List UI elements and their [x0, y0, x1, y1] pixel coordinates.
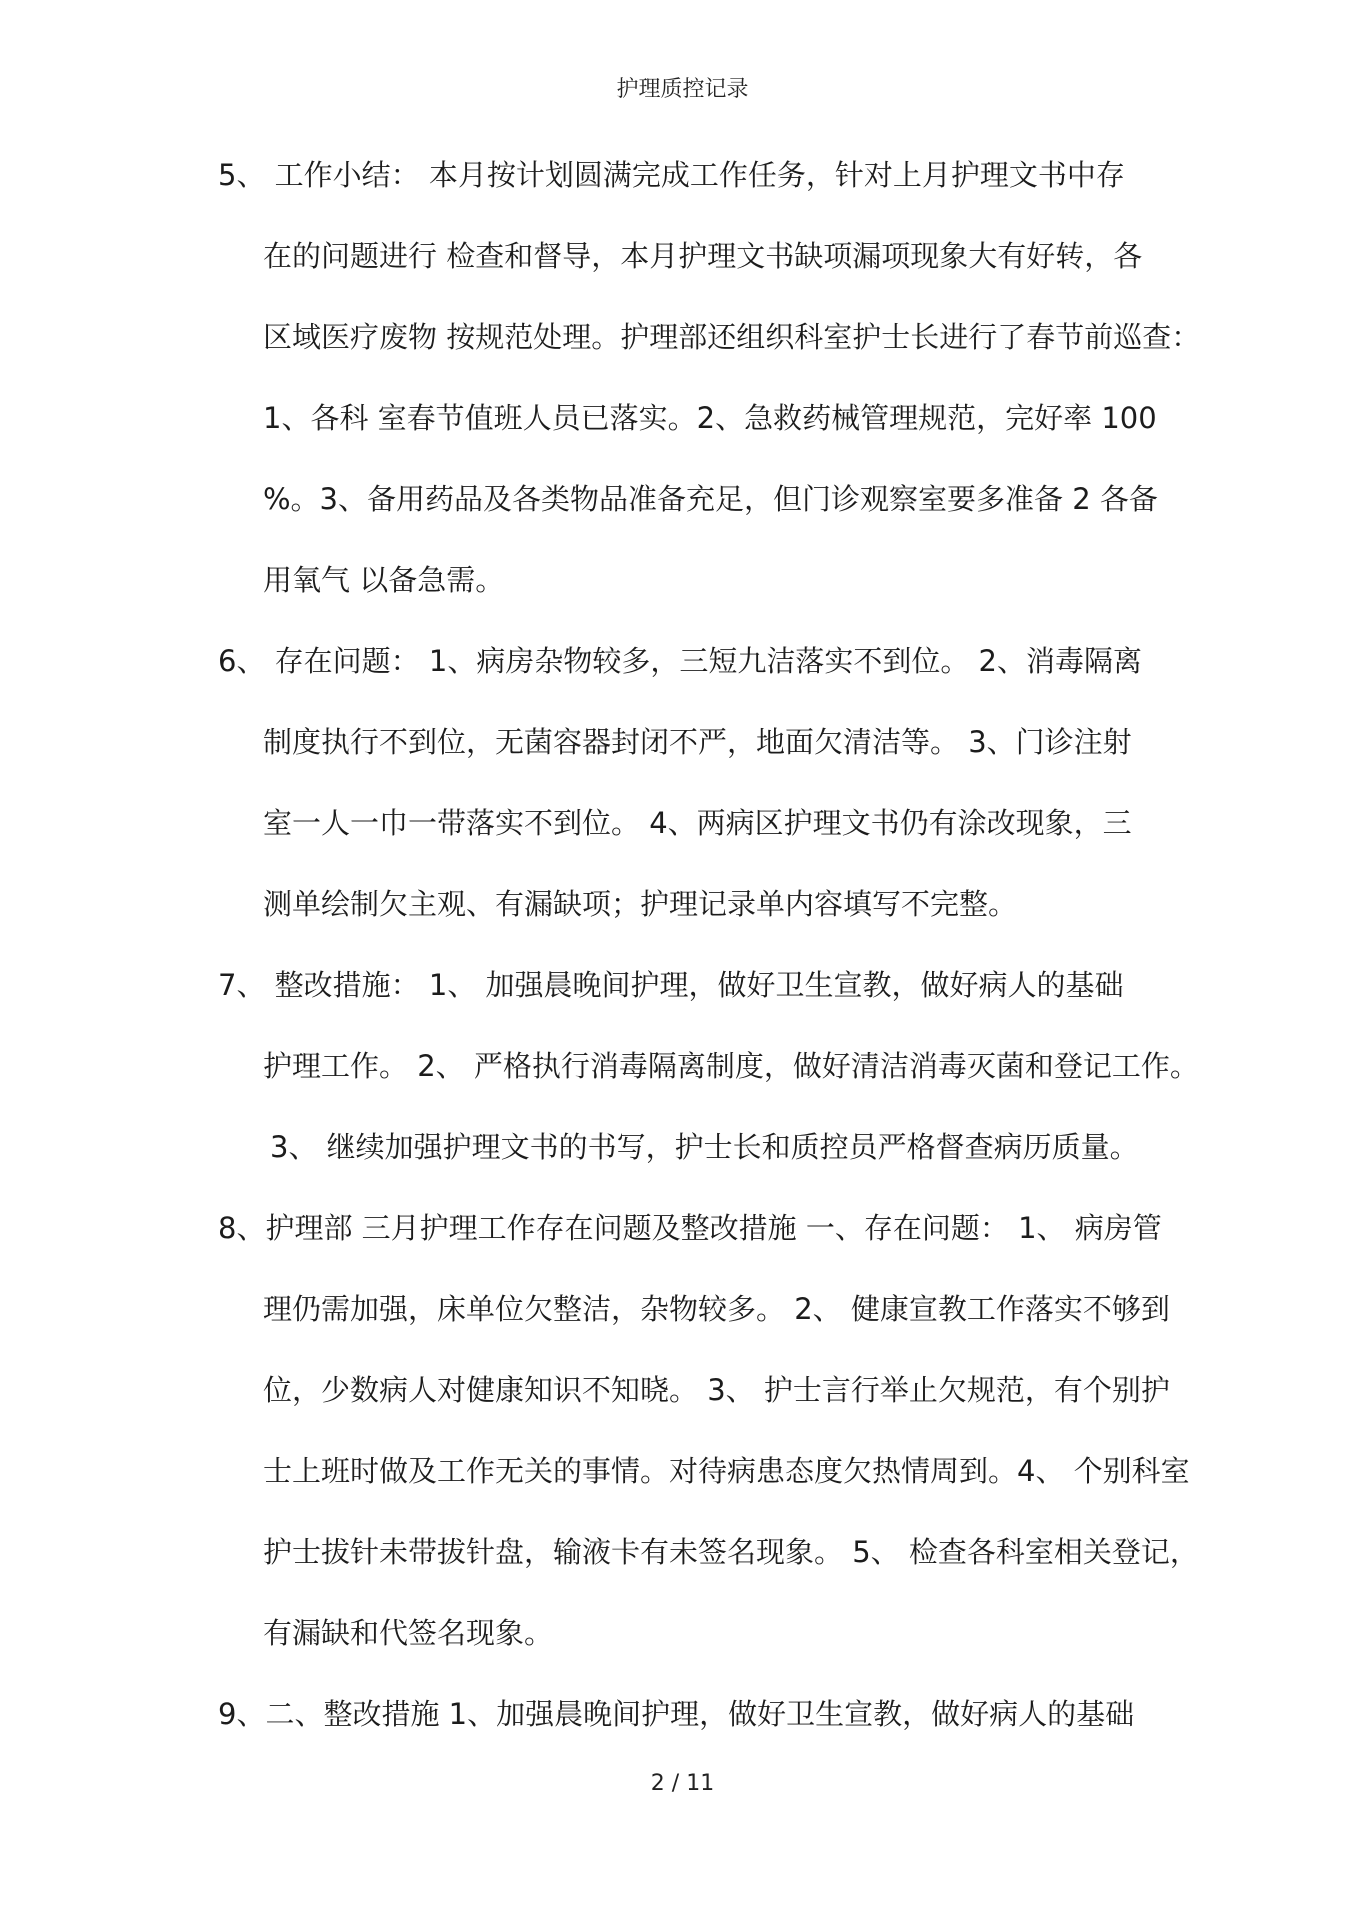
page-header-title: 护理质控记录 — [616, 77, 749, 102]
text-line: 7、 整改措施： 1、 加强晨晚间护理，做好卫生宣教，做好病人的基础 — [218, 968, 1124, 1002]
text-line: 护理工作。 2、 严格执行消毒隔离制度，做好清洁消毒灭菌和登记工作。 — [263, 1049, 1199, 1083]
text-line: 区域医疗废物 按规范处理。护理部还组织科室护士长进行了春节前巡查： — [263, 320, 1201, 354]
text-line: 制度执行不到位，无菌容器封闭不严，地面欠清洁等。 3、门诊注射 — [263, 725, 1132, 759]
text-line: %。3、备用药品及各类物品准备充足，但门诊观察室要多准备 2 各备 — [263, 482, 1158, 516]
page-number-footer — [0, 1771, 1365, 1796]
text-line: 护士拔针未带拔针盘，输液卡有未签名现象。 5、 检查各科室相关登记， — [263, 1535, 1199, 1569]
text-line: 位，少数病人对健康知识不知晓。 3、 护士言行举止欠规范，有个别护 — [263, 1373, 1170, 1407]
text-line: 8、护理部 三月护理工作存在问题及整改措施 一、存在问题： 1、 病房管 — [218, 1211, 1162, 1245]
text-line: 测单绘制欠主观、有漏缺项；护理记录单内容填写不完整。 — [263, 887, 1018, 921]
text-line: 5、 工作小结： 本月按计划圆满完成工作任务，针对上月护理文书中存 — [218, 158, 1125, 192]
text-line: 9、二、整改措施 1、加强晨晚间护理，做好卫生宣教，做好病人的基础 — [218, 1697, 1135, 1731]
document-body — [218, 145, 1228, 1765]
text-line: 理仍需加强，床单位欠整洁，杂物较多。 2、 健康宣教工作落实不够到 — [263, 1292, 1170, 1326]
text-line: 在的问题进行 检查和督导，本月护理文书缺项漏项现象大有好转，各 — [263, 239, 1143, 273]
text-line: 室一人一巾一带落实不到位。 4、两病区护理文书仍有涂改现象，三 — [263, 806, 1132, 840]
text-line: 1、各科 室春节值班人员已落实。2、急救药械管理规范，完好率 100 — [263, 401, 1157, 435]
page-number: 2 / 11 — [650, 1771, 715, 1796]
text-line: 用氧气 以备急需。 — [263, 563, 505, 597]
text-line: 3、 继续加强护理文书的书写，护士长和质控员严格督查病历质量。 — [270, 1130, 1139, 1164]
text-line: 6、 存在问题： 1、病房杂物较多，三短九洁落实不到位。 2、消毒隔离 — [218, 644, 1143, 678]
text-line: 士上班时做及工作无关的事情。对待病患态度欠热情周到。4、 个别科室 — [263, 1454, 1190, 1488]
text-line: 有漏缺和代签名现象。 — [263, 1616, 554, 1650]
